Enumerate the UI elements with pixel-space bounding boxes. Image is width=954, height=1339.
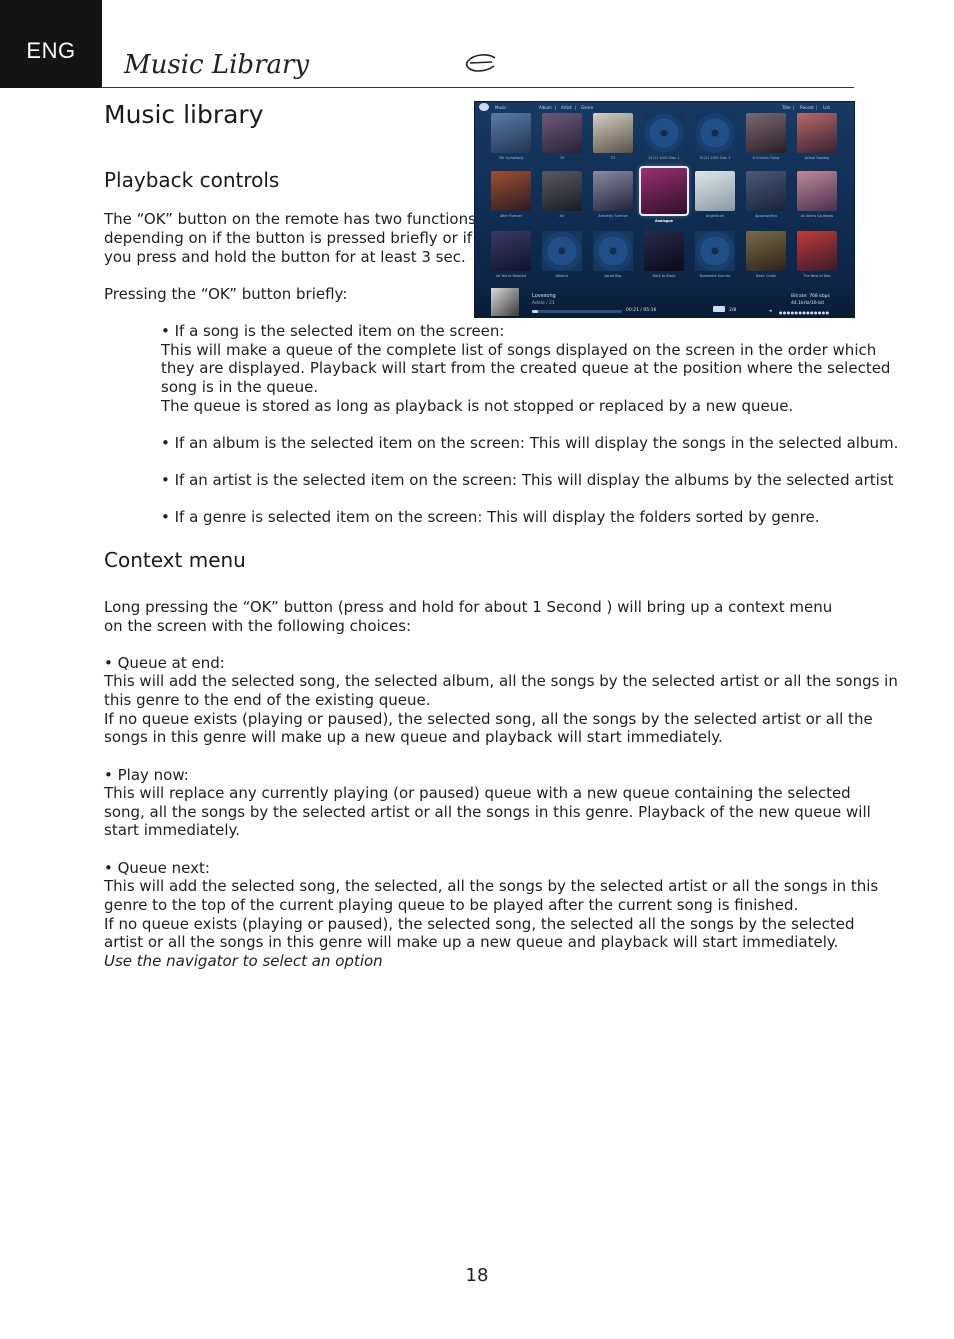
album-cover [797,113,837,153]
album-cover [746,231,786,271]
menu-separator: | [816,105,818,110]
play-now-line: This will replace any currently playing (or paused) queue with a new queue containing the selected [104,784,851,802]
album-label: 19 [559,156,565,160]
menu-separator: | [575,105,577,110]
playback-progress-fill [532,310,538,313]
album-cover [491,113,531,153]
album-label: 7th Symphony [498,156,524,160]
album-label: Back to Black [652,274,676,278]
queue-at-end-line: songs in this genre will make up a new queue and playback will start immediately. [104,728,723,746]
queue-at-end-line: If no queue exists (playing or paused), the selected song, all the songs by the selected artist or all the [104,710,873,728]
album-cover [491,171,531,211]
menu-separator: | [793,105,795,110]
menu-item: Genre [581,105,594,110]
album-label: As Aliens Go Below [800,214,834,218]
song-bullet-line: The queue is stored as long as playback is not stopped or replaced by a new queue. [161,397,794,415]
album-label: 01/11 1001 Disc 2 [699,156,731,160]
album-placeholder-disc [695,231,735,271]
queue-next-title: • Queue next: [104,859,210,877]
menu-item: Recent [800,105,814,110]
play-now-title: • Play now: [104,766,189,784]
track-counter: 2/8 [729,308,737,313]
song-bullet-line: they are displayed. Playback will start from the created queue at the position where the selected [161,359,891,377]
volume-level: ●●●●●●●●●●●●● [779,310,830,315]
screenshot-menu-bar [475,102,854,112]
album-placeholder-disc [644,113,684,153]
brand-logo-icon [464,52,498,76]
album-placeholder-disc [542,231,582,271]
album-label: Air [559,214,565,218]
album-placeholder-disc [695,113,735,153]
now-playing-artist: Adele / 21 [532,301,555,306]
playback-time: 00:21 / 05:16 [626,308,657,313]
album-cover [542,171,582,211]
queue-at-end-line: This will add the selected song, the selected album, all the songs by the selected artist or all the songs in [104,672,898,690]
album-cover [746,113,786,153]
album-label: 21 [610,156,616,160]
now-playing-bar [475,284,854,317]
genre-bullet: • If a genre is selected item on the screen: This will display the folders sorted by genre. [161,508,820,526]
context-intro-line: Long pressing the “OK” button (press and hold for about 1 Second ) will bring up a context menu [104,598,833,616]
queue-next-line: artist or all the songs in this genre will make up a new queue and playback will start immediately. [104,933,839,951]
album-label: Basement Sunrise [699,274,731,278]
album-label: 01/11 1001 Disc 1 [648,156,680,160]
playback-intro-line: depending on if the button is pressed briefly or if [104,229,473,247]
album-grid [489,113,843,281]
album-bullet: • If an album is the selected item on the screen: This will display the songs in the selected album. [161,434,899,452]
album-cover [593,171,633,211]
song-bullet: • If a song is the selected item on the screen: [161,322,505,340]
menu-separator: | [555,105,557,110]
album-label: A Curious Thing [752,156,780,160]
queue-at-end-line: this genre to the end of the existing queue. [104,691,431,709]
song-bullet-line: This will make a queue of the complete list of songs displayed on the screen in the order which [161,341,877,359]
play-now-line: song, all the songs by the selected artist or all the songs in this genre. Playback of the new queue will [104,803,871,821]
playback-heading: Playback controls [104,168,280,192]
queue-next-line: This will add the selected song, the selected, all the songs by the selected artist or all the songs in this [104,877,879,895]
menu-item: Artist [561,105,572,110]
language-tab: ENG [0,0,102,88]
playback-progress-bar [532,310,622,313]
play-now-line: start immediately. [104,821,240,839]
album-label: Angelicum [706,214,724,218]
navigator-hint: Use the navigator to select an option [104,952,383,970]
album-cover [695,171,735,211]
context-intro-line: on the screen with the following choices: [104,617,412,635]
header-divider [102,87,854,88]
album-label: The Best of Dan [803,274,831,278]
album-cover [797,171,837,211]
album-label: Atlantic [555,274,569,278]
sample-format: 44.1kHz/16-bit [791,301,825,306]
album-label: Amnesty Science [598,214,628,218]
playback-intro-line: The “OK” button on the remote has two functions [104,210,476,228]
bitrate: Bitrate: 768 kbps [791,294,830,299]
song-bullet-line: song is in the queue. [161,378,319,396]
album-cover [644,231,684,271]
brief-press-label: Pressing the “OK” button briefly: [104,285,348,303]
album-cover [491,231,531,271]
artist-bullet: • If an artist is the selected item on the screen: This will display the albums by the selected artist [161,471,894,489]
album-cover [542,113,582,153]
now-playing-song: Lovesong [532,293,556,299]
menu-item: Music [495,105,507,110]
page-number: 18 [465,1265,489,1286]
album-cover [797,231,837,271]
album-label: Actual Fantasy [804,156,830,160]
queue-next-line: If no queue exists (playing or paused), the selected song, the selected all the songs by the selected [104,915,855,933]
album-label-selected: Analogue [655,219,673,223]
queue-next-line: genre to the top of the current playing queue to be played after the current song is finished. [104,896,799,914]
format-badge-icon [713,306,725,312]
album-cover [746,171,786,211]
menu-item: Title [782,105,791,110]
now-playing-cover [491,288,519,316]
queue-at-end-title: • Queue at end: [104,654,225,672]
header-title: Music Library [124,50,310,80]
music-library-screenshot [474,101,855,318]
music-note-icon [479,103,489,111]
menu-item: List [823,105,830,110]
album-placeholder-disc [593,231,633,271]
album-label: Azure Ray [604,274,622,278]
album-cover [593,113,633,153]
playback-intro-line: you press and hold the button for at least 3 sec. [104,248,466,266]
album-label: Apocalyptica [755,214,777,218]
context-menu-heading: Context menu [104,548,246,572]
menu-item: Album [539,105,552,110]
album-label: Basic Cards [756,274,776,278]
section-title: Music library [104,100,264,129]
album-cover-selected [641,168,687,214]
volume-icon: ◂ [769,308,772,314]
album-label: After Forever [499,214,522,218]
album-label: As You're Washed [496,274,526,278]
